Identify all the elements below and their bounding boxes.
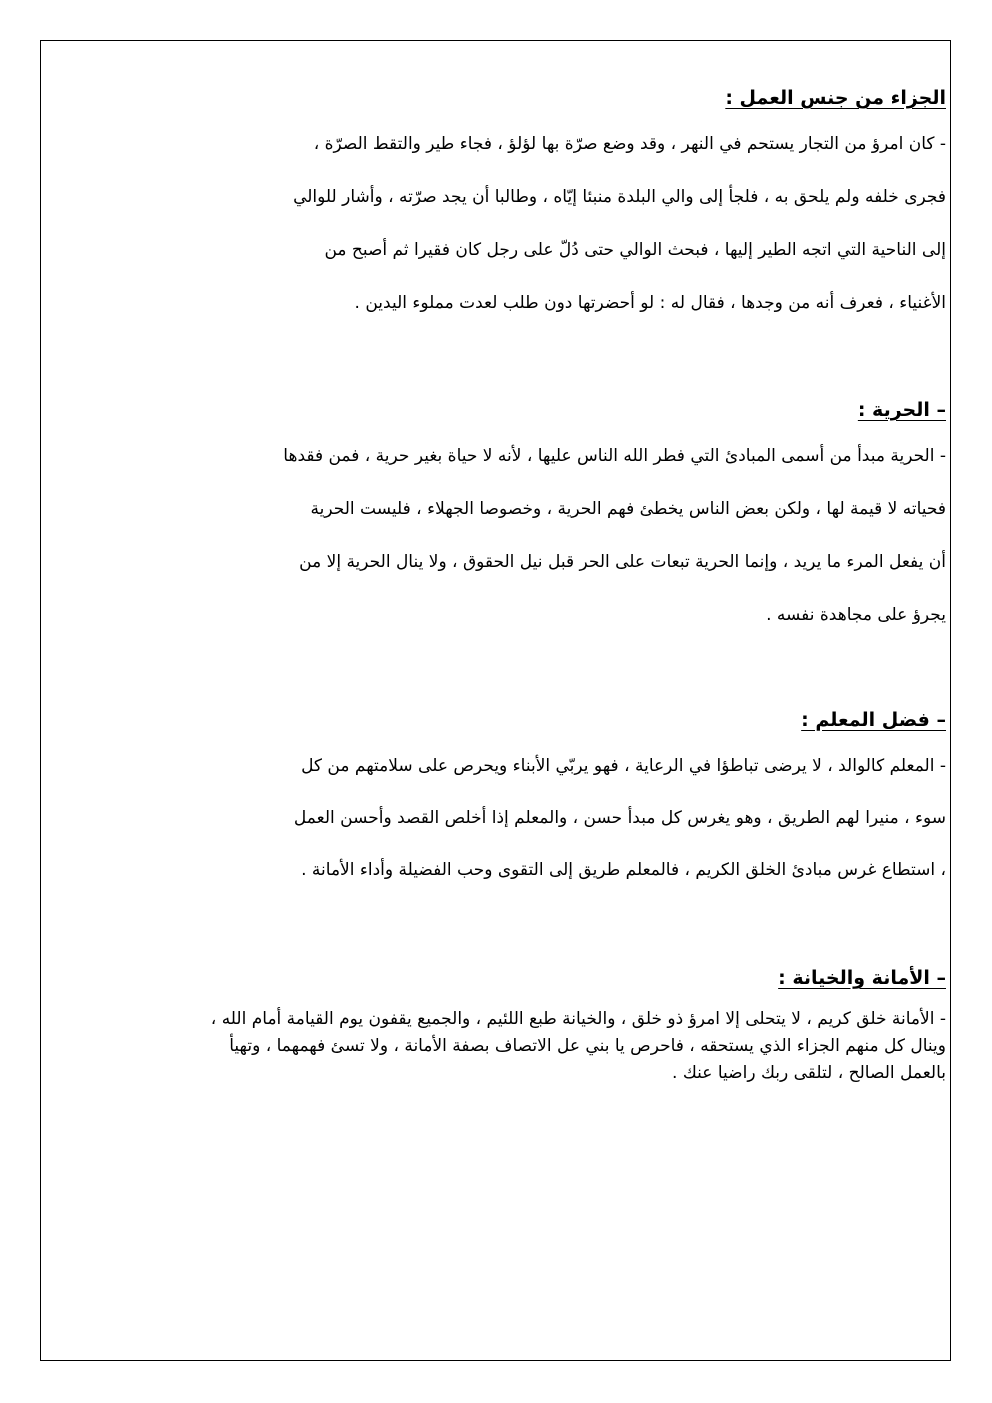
section-heading: – الأمانة والخيانة :: [778, 967, 946, 989]
section-heading: – الحرية :: [857, 399, 946, 421]
paragraph-line: - المعلم كالوالد ، لا يرضى تباطؤا في الرعاية ، فهو يربّي الأبناء ويحرص على سلامتهم من كل: [301, 756, 946, 776]
paragraph-line: بالعمل الصالح ، لتلقى ربك راضيا عنك .: [672, 1063, 946, 1083]
paragraph-line: أن يفعل المرء ما يريد ، وإنما الحرية تبعات على الحر قبل نيل الحقوق ، ولا ينال الحرية إلا من: [299, 552, 946, 572]
paragraph-line: إلى الناحية التي اتجه الطير إليها ، فبحث الوالي حتى دُلّ على رجل كان فقيرا ثم أصبح من: [324, 240, 946, 260]
paragraph-line: الأغنياء ، فعرف أنه من وجدها ، فقال له : لو أحضرتها دون طلب لعدت مملوء اليدين .: [354, 293, 946, 313]
section-reward-of-deeds: [156, 86, 946, 330]
paragraph-line: سوء ، منيرا لهم الطريق ، وهو يغرس كل مبدأ حسن ، والمعلم إذا أخلص القصد وأحسن العمل: [293, 808, 946, 828]
paragraph-line: - الحرية مبدأ من أسمى المبادئ التي فطر الله الناس عليها ، لأنه لا حياة بغير حرية ، فمن فقدها: [283, 446, 946, 466]
section-teacher-virtue: [156, 708, 946, 896]
section-heading: الجزاء من جنس العمل :: [725, 87, 946, 109]
paragraph-line: يجرؤ على مجاهدة نفسه .: [766, 605, 946, 625]
paragraph-line: - كان امرؤ من التجار يستحم في النهر ، وقد وضع صرّة بها لؤلؤ ، فجاء طير والتقط الصرّة ،: [313, 134, 946, 154]
section-heading: – فضل المعلم :: [801, 709, 946, 731]
paragraph-line: - الأمانة خلق كريم ، لا يتحلى إلا امرؤ ذو خلق ، والخيانة طبع اللئيم ، والجميع يقفون يوم القيامة أمام الله ،: [210, 1009, 946, 1029]
section-trust-and-betrayal: [156, 966, 946, 1087]
paragraph-line: ، استطاع غرس مبادئ الخلق الكريم ، فالمعلم طريق إلى التقوى وحب الفضيلة وأداء الأمانة .: [301, 860, 946, 880]
paragraph-line: فحياته لا قيمة لها ، ولكن بعض الناس يخطئ فهم الحرية ، وخصوصا الجهلاء ، فليست الحرية: [310, 499, 946, 519]
paragraph-line: وينال كل منهم الجزاء الذي يستحقه ، فاحرص يا بني عل الاتصاف بصفة الأمانة ، ولا تسئ فهمهما ، وتهيأ: [229, 1036, 946, 1056]
paragraph-line: فجرى خلفه ولم يلحق به ، فلجأ إلى والي البلدة منبئا إيّاه ، وطالبا أن يجد صرّته ، وأشار للوالي: [293, 187, 946, 207]
section-freedom: [156, 398, 946, 642]
